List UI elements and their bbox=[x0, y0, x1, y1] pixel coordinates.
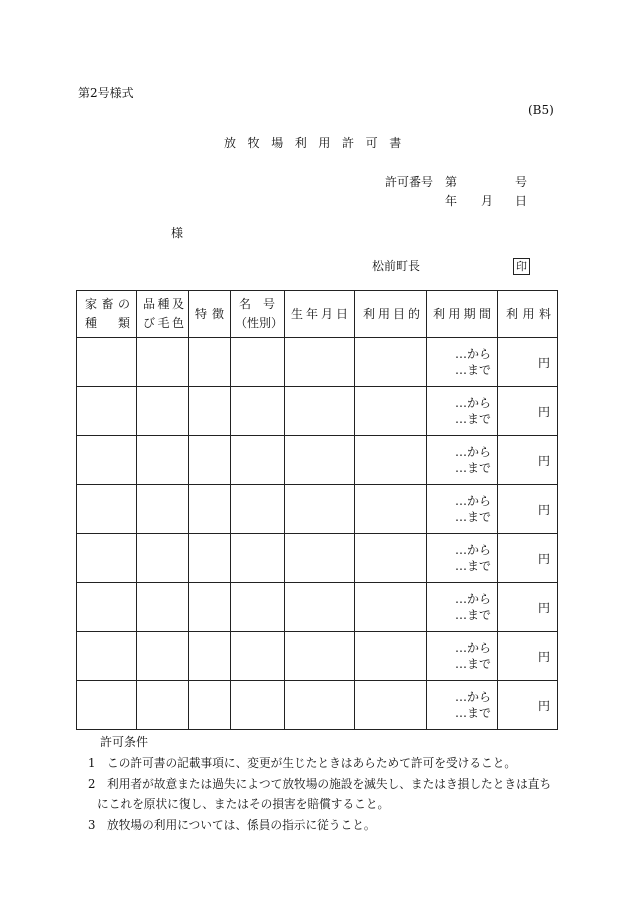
header-line: 生年月日 bbox=[291, 306, 348, 321]
birth-date-cell bbox=[285, 485, 355, 534]
name-sex-cell bbox=[231, 632, 285, 681]
livestock-type-cell bbox=[77, 485, 137, 534]
birth-date-cell bbox=[285, 534, 355, 583]
birth-date-cell bbox=[285, 338, 355, 387]
header-livestock-type bbox=[77, 291, 137, 338]
period-to-label: …まで bbox=[454, 510, 491, 524]
breed-color-cell bbox=[137, 338, 189, 387]
condition-text: 利用者が故意または過失によつて放牧場の施設を滅失し、またはき損したときは直ち bbox=[107, 777, 552, 791]
breed-color-cell bbox=[137, 485, 189, 534]
period-from-label: …から bbox=[454, 543, 491, 557]
table-row bbox=[77, 338, 558, 387]
period-cell bbox=[427, 632, 498, 681]
purpose-cell bbox=[355, 338, 427, 387]
table-row bbox=[77, 534, 558, 583]
name-sex-cell bbox=[231, 338, 285, 387]
condition-item-2 bbox=[88, 778, 551, 790]
purpose-cell bbox=[355, 583, 427, 632]
features-cell bbox=[189, 387, 231, 436]
table-row bbox=[77, 583, 558, 632]
header-line: 利用料 bbox=[506, 306, 551, 321]
header-line: 家畜の bbox=[85, 297, 130, 311]
period-from-label: …から bbox=[454, 690, 491, 704]
name-sex-cell bbox=[231, 681, 285, 730]
fee-cell: 円 bbox=[498, 436, 558, 485]
period-from-label: …から bbox=[454, 347, 491, 361]
date-month-label: 月 bbox=[481, 194, 494, 208]
header-fee bbox=[498, 291, 558, 338]
table-body bbox=[77, 338, 558, 730]
livestock-type-cell bbox=[77, 534, 137, 583]
date-year-label: 年 bbox=[445, 194, 458, 208]
condition-text: この許可書の記載事項に、変更が生じたときはあらためて許可を受けること。 bbox=[107, 756, 517, 770]
header-features bbox=[189, 291, 231, 338]
birth-date-cell bbox=[285, 681, 355, 730]
livestock-type-cell bbox=[77, 338, 137, 387]
purpose-cell bbox=[355, 387, 427, 436]
table-row bbox=[77, 632, 558, 681]
features-cell bbox=[189, 338, 231, 387]
header-line: 特徴 bbox=[195, 306, 224, 321]
table-row bbox=[77, 681, 558, 730]
header-line: 利用目的 bbox=[363, 306, 420, 321]
table-row bbox=[77, 485, 558, 534]
features-cell bbox=[189, 632, 231, 681]
condition-item-2-continued: にこれを原状に復し、またはその損害を賠償すること。 bbox=[97, 797, 390, 811]
fee-cell: 円 bbox=[498, 534, 558, 583]
name-sex-cell bbox=[231, 485, 285, 534]
fee-cell: 円 bbox=[498, 632, 558, 681]
features-cell bbox=[189, 436, 231, 485]
date-day-label: 日 bbox=[515, 194, 528, 208]
period-from-label: …から bbox=[454, 592, 491, 606]
period-to-label: …まで bbox=[454, 706, 491, 720]
condition-item-3 bbox=[88, 819, 376, 831]
breed-color-cell bbox=[137, 387, 189, 436]
features-cell bbox=[189, 583, 231, 632]
name-sex-cell bbox=[231, 436, 285, 485]
name-sex-cell bbox=[231, 583, 285, 632]
fee-cell: 円 bbox=[498, 338, 558, 387]
header-birth-date bbox=[285, 291, 355, 338]
conditions-heading: 許可条件 bbox=[100, 735, 149, 749]
period-from-label: …から bbox=[454, 494, 491, 508]
header-line: び毛色 bbox=[143, 316, 184, 330]
period-cell bbox=[427, 534, 498, 583]
livestock-type-cell bbox=[77, 681, 137, 730]
livestock-type-cell bbox=[77, 387, 137, 436]
period-cell bbox=[427, 583, 498, 632]
birth-date-cell bbox=[285, 387, 355, 436]
period-cell bbox=[427, 338, 498, 387]
livestock-type-cell bbox=[77, 583, 137, 632]
permit-number-prefix: 第 bbox=[445, 175, 458, 189]
period-to-label: …まで bbox=[454, 657, 491, 671]
condition-number: 2 bbox=[88, 777, 96, 791]
features-cell bbox=[189, 681, 231, 730]
livestock-type-cell bbox=[77, 436, 137, 485]
table-row bbox=[77, 387, 558, 436]
paper-size: (B5) bbox=[528, 103, 554, 117]
period-cell bbox=[427, 485, 498, 534]
purpose-cell bbox=[355, 632, 427, 681]
permit-number-suffix: 号 bbox=[515, 175, 528, 189]
period-from-label: …から bbox=[454, 641, 491, 655]
header-line: 種類 bbox=[85, 316, 130, 330]
breed-color-cell bbox=[137, 632, 189, 681]
period-cell bbox=[427, 436, 498, 485]
seal-stamp-box: 印 bbox=[513, 258, 530, 275]
period-from-label: …から bbox=[454, 445, 491, 459]
condition-number: 3 bbox=[88, 818, 96, 832]
purpose-cell bbox=[355, 485, 427, 534]
period-cell bbox=[427, 681, 498, 730]
fee-cell: 円 bbox=[498, 583, 558, 632]
header-breed-color bbox=[137, 291, 189, 338]
breed-color-cell bbox=[137, 534, 189, 583]
period-to-label: …まで bbox=[454, 412, 491, 426]
period-to-label: …まで bbox=[454, 608, 491, 622]
condition-item-1 bbox=[88, 757, 516, 769]
period-from-label: …から bbox=[454, 396, 491, 410]
purpose-cell bbox=[355, 534, 427, 583]
period-to-label: …まで bbox=[454, 363, 491, 377]
features-cell bbox=[189, 485, 231, 534]
header-line: 利用期間 bbox=[433, 306, 491, 321]
form-number: 第2号様式 bbox=[78, 86, 134, 100]
table-header-row bbox=[77, 291, 558, 338]
breed-color-cell bbox=[137, 436, 189, 485]
recipient-honorific: 様 bbox=[171, 226, 184, 240]
birth-date-cell bbox=[285, 436, 355, 485]
purpose-cell bbox=[355, 681, 427, 730]
birth-date-cell bbox=[285, 632, 355, 681]
breed-color-cell bbox=[137, 583, 189, 632]
header-line: （性別） bbox=[235, 316, 284, 330]
header-period bbox=[427, 291, 498, 338]
period-cell bbox=[427, 387, 498, 436]
condition-number: 1 bbox=[88, 756, 96, 770]
header-line: 名号 bbox=[239, 297, 275, 311]
livestock-table bbox=[76, 290, 558, 730]
period-to-label: …まで bbox=[454, 461, 491, 475]
header-name-sex bbox=[231, 291, 285, 338]
purpose-cell bbox=[355, 436, 427, 485]
birth-date-cell bbox=[285, 583, 355, 632]
name-sex-cell bbox=[231, 534, 285, 583]
header-purpose bbox=[355, 291, 427, 338]
features-cell bbox=[189, 534, 231, 583]
period-to-label: …まで bbox=[454, 559, 491, 573]
table-row bbox=[77, 436, 558, 485]
header-line: 品種及 bbox=[143, 297, 184, 311]
document-title: 放牧場利用許可書 bbox=[224, 136, 413, 150]
fee-cell: 円 bbox=[498, 485, 558, 534]
fee-cell: 円 bbox=[498, 681, 558, 730]
permit-number-label: 許可番号 bbox=[385, 175, 434, 189]
name-sex-cell bbox=[231, 387, 285, 436]
breed-color-cell bbox=[137, 681, 189, 730]
livestock-type-cell bbox=[77, 632, 137, 681]
fee-cell: 円 bbox=[498, 387, 558, 436]
condition-text: 放牧場の利用については、係員の指示に従うこと。 bbox=[107, 818, 376, 832]
issuer-name: 松前町長 bbox=[372, 259, 421, 273]
